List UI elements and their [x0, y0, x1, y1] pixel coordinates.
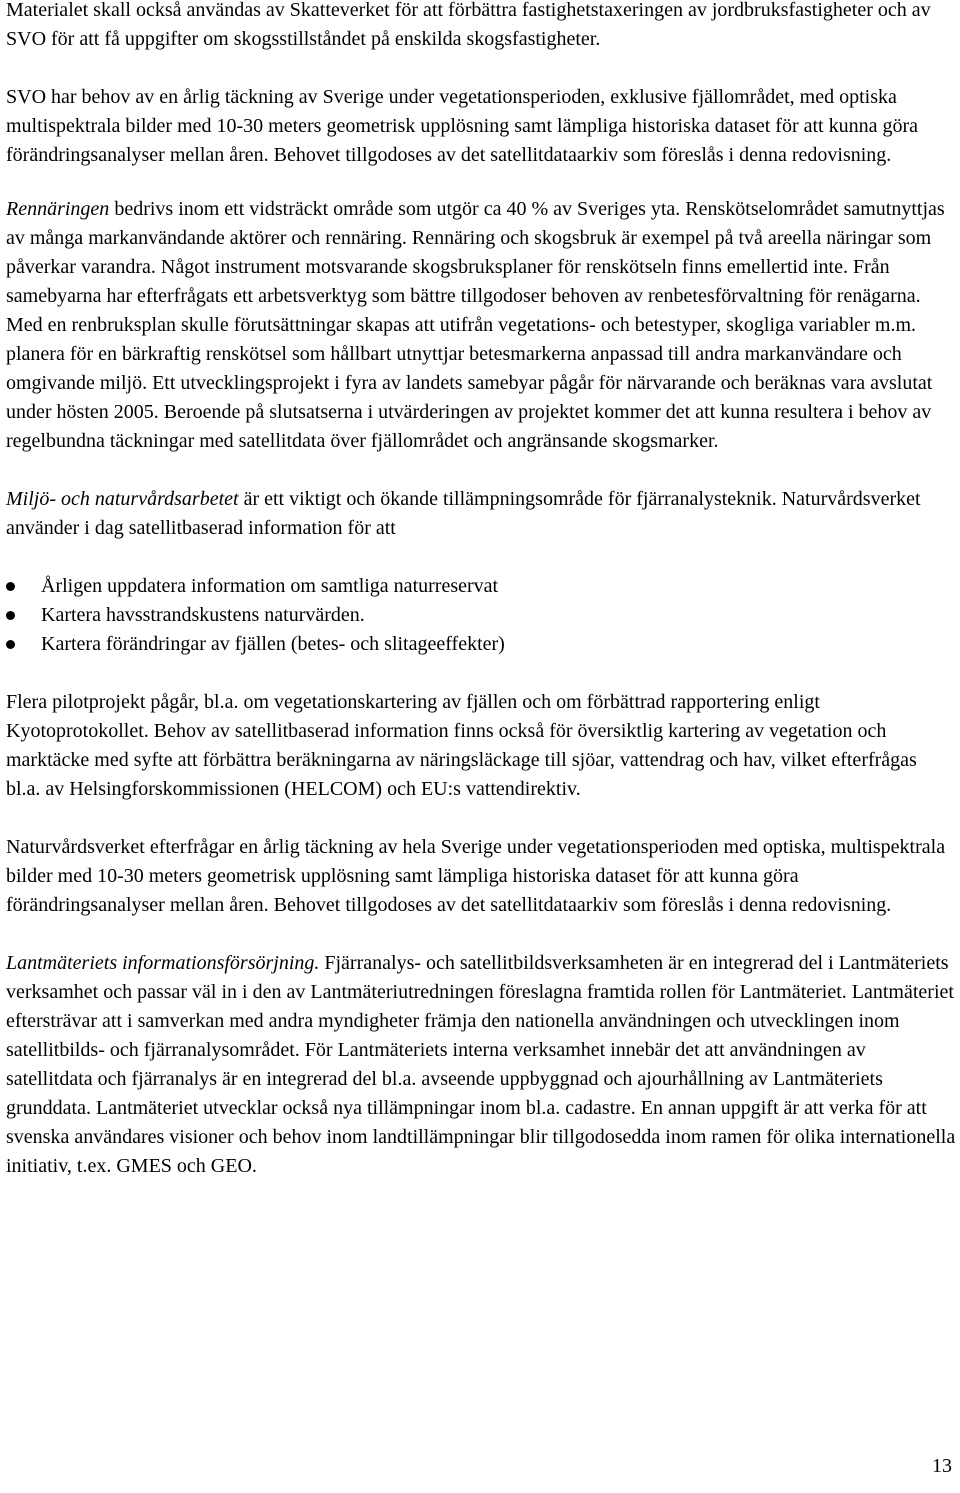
- list-item-text: Kartera förändringar av fjällen (betes- och slitageeffekter): [41, 633, 505, 655]
- paragraph-lantmateriet: [6, 949, 956, 1181]
- lantmateriet-body: Fjärranalys- och satellitbildsverksamheten är en integrerad del i Lantmäteriets verksamhet och passar väl in i den av Lantmäteriutredningen föreslagna framtida rollen för Lantmäteriet. Lantmäteriet eftersträvar att i samverkan med andra myndigheter främja den nationella användningen och utvecklingen inom satellitbilds- och fjärranalysområdet. För Lantmäteriets interna verksamhet innebär det att användningen av satellitdata och fjärranalys är en integrerad del bl.a. avseende uppbyggnad och ajourhållning av Lantmäteriets grunddata. Lantmäteriet utvecklar också nya tillämpningar inom bl.a. cadastre. En annan uppgift är att verka för att svenska användares visioner och behov inom landtillämpningar blir tillgodosedda inom ramen för olika internationella initiativ, t.ex. GMES och GEO.: [6, 952, 956, 1177]
- miljo-body: är ett viktigt och ökande tillämpningsområde för fjärranalysteknik. Naturvårdsverket använder i dag satellitbaserad information för att: [6, 488, 921, 539]
- paragraph-skatteverket: Materialet skall också användas av Skatteverket för att förbättra fastighetstaxeringen av jordbruksfastigheter och av SVO för att få uppgifter om skogsstillståndet på enskilda skogsfastigheter.: [6, 0, 931, 50]
- list-item-text: Kartera havsstrandskustens naturvärden.: [41, 604, 365, 626]
- page-number: 13: [932, 1455, 952, 1477]
- rennaring-heading: Rennäringen: [6, 198, 110, 220]
- bullet-list: [6, 572, 956, 659]
- document-page: [6, 0, 956, 1181]
- lantmateriet-heading: Lantmäteriets informationsförsörjning.: [6, 952, 320, 974]
- paragraph-miljo: [6, 485, 956, 543]
- list-item: [6, 572, 956, 601]
- bullet-icon: [6, 640, 15, 649]
- list-item: [6, 630, 956, 659]
- bullet-icon: [6, 582, 15, 591]
- paragraph-pilotprojekt: Flera pilotprojekt pågår, bl.a. om vegetationskartering av fjällen och om förbättrad rapportering enligt Kyotoprotokollet. Behov av satellitbaserad information finns också för översiktlig kartering av vegetation och marktäcke med syfte att förbättra beräkningarna av näringsläckage till sjöar, vattendrag och hav, vilket efterfrågas bl.a. av Helsingforskommissionen (HELCOM) och EU:s vattendirektiv.: [6, 691, 917, 800]
- paragraph-naturvardsverket: Naturvårdsverket efterfrågar en årlig täckning av hela Sverige under vegetationsperioden med optiska, multispektrala bilder med 10-30 meters geometrisk upplösning samt lämpliga historiska dataset för att kunna göra förändringsanalyser mellan åren. Behovet tillgodoses av det satellitdataarkiv som föreslås i denna redovisning.: [6, 836, 946, 916]
- bullet-icon: [6, 611, 15, 620]
- paragraph-svo: SVO har behov av en årlig täckning av Sverige under vegetationsperioden, exklusive fjällområdet, med optiska multispektrala bilder med 10-30 meters geometrisk upplösning samt lämpliga historiska dataset för att kunna göra förändringsanalyser mellan åren. Behovet tillgodoses av det satellitdataarkiv som föreslås i denna redovisning.: [6, 86, 919, 166]
- list-item-text: Årligen uppdatera information om samtliga naturreservat: [41, 575, 499, 597]
- list-item: [6, 601, 956, 630]
- paragraph-rennaring: [6, 195, 956, 456]
- rennaring-body: bedrivs inom ett vidsträckt område som utgör ca 40 % av Sveriges yta. Renskötselområdet samutnyttjas av många markanvändande aktörer och rennäring. Rennäring och skogsbruk är exempel på två areella näringar som påverkar varandra. Något instrument motsvarande skogsbruksplaner för renskötseln finns emellertid inte. Från samebyarna har efterfrågats ett arbetsverktyg som bättre tillgodoser behoven av renbetesförvaltning för renägarna. Med en renbruksplan skulle förutsättningar skapas att utifrån vegetations- och betestyper, skogliga variabler m.m. planera för en bärkraftig renskötsel som hållbart utnyttjar betesmarkerna anpassad till andra markanvändare och omgivande miljö. Ett utvecklingsprojekt i fyra av landets samebyar pågår för närvarande och beräknas vara avslutat under hösten 2005. Beroende på slutsatserna i utvärderingen av projektet kommer det att kunna resultera i behov av regelbundna täckningar med satellitdata över fjällområdet och angränsande skogsmarker.: [6, 198, 945, 452]
- miljo-heading: Miljö- och naturvårdsarbetet: [6, 488, 239, 510]
